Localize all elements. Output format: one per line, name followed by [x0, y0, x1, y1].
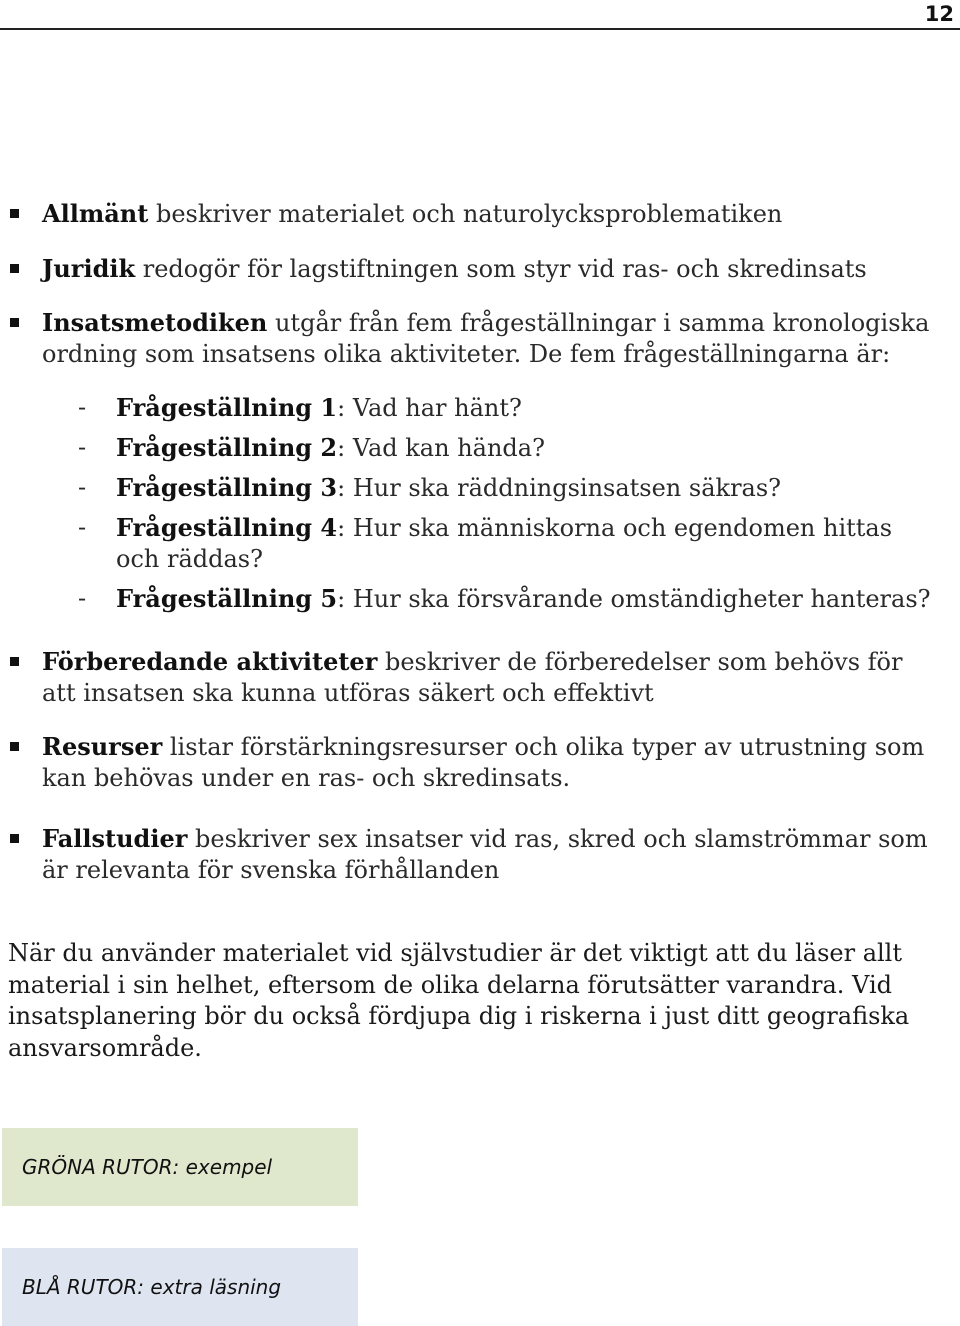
bullet-bold: Resurser: [42, 732, 163, 761]
question-bold: Frågeställning 1: [116, 393, 338, 422]
green-box-label: GRÖNA RUTOR: exempel: [22, 1155, 273, 1179]
green-box-legend: [2, 1128, 358, 1206]
bullet-text: beskriver de förberedelser som behövs för att insatsen ska kunna utföras säkert och effektivt: [42, 648, 903, 707]
bullet-text: beskriver sex insatser vid ras, skred och slamströmmar som är relevanta för svenska förhållanden: [42, 825, 928, 884]
page-number: 12: [924, 2, 954, 26]
bullet-item-juridik: [8, 253, 938, 285]
bullet-text: beskriver materialet och naturolycksproblematiken: [148, 200, 783, 228]
question-item-2: [78, 432, 938, 464]
question-text: : Hur ska människorna och egendomen hittas och räddas?: [116, 514, 893, 573]
question-text: : Hur ska räddningsinsatsen säkras?: [337, 474, 782, 502]
square-bullet-icon: [10, 834, 19, 843]
dash-marker: -: [78, 513, 87, 541]
bullet-bold: Insatsmetodiken: [42, 308, 268, 337]
bullet-text: listar förstärkningsresurser och olika typer av utrustning som kan behövas under en ras- och skredinsats.: [42, 733, 925, 792]
bullet-item-insatsmetodiken: [8, 307, 938, 370]
bullet-bold: Juridik: [42, 254, 136, 283]
question-bold: Frågeställning 2: [116, 433, 338, 462]
bullet-item-resurser: [8, 731, 938, 794]
bullet-item-fallstudier: [8, 823, 938, 886]
bullet-bold: Fallstudier: [42, 824, 188, 853]
dash-marker: -: [78, 584, 87, 612]
question-bold: Frågeställning 4: [116, 513, 338, 542]
question-item-1: [78, 392, 938, 424]
bullet-text: utgår från fem frågeställningar i samma kronologiska ordning som insatsens olika aktiviteter. De fem frågeställningarna är:: [42, 309, 930, 368]
question-bold: Frågeställning 3: [116, 473, 338, 502]
question-item-5: [78, 583, 938, 615]
bullet-item-forberedande: [8, 646, 938, 709]
question-text: : Vad kan hända?: [337, 434, 545, 462]
self-study-paragraph: När du använder materialet vid självstudier är det viktigt att du läser allt material i sin helhet, eftersom de olika delarna förutsätter varandra. Vid insatsplanering bör du också fördjupa dig i riskerna i just ditt geografiska ansvarsområde.: [8, 939, 910, 1062]
square-bullet-icon: [10, 209, 19, 218]
square-bullet-icon: [10, 657, 19, 666]
question-bold: Frågeställning 5: [116, 584, 338, 613]
bullet-bold: Förberedande aktiviteter: [42, 647, 378, 676]
bullet-item-allmant: [8, 198, 938, 230]
question-text: : Hur ska försvårande omständigheter hanteras?: [337, 585, 931, 613]
question-item-3: [78, 472, 938, 504]
square-bullet-icon: [10, 742, 19, 751]
blue-box-label: BLÅ RUTOR: extra läsning: [22, 1275, 282, 1299]
blue-box-legend: [2, 1248, 358, 1326]
header-rule: [0, 28, 960, 30]
question-item-4: [78, 512, 938, 575]
question-text: : Vad har hänt?: [337, 394, 522, 422]
bullet-bold: Allmänt: [42, 199, 149, 228]
dash-marker: -: [78, 473, 87, 501]
dash-marker: -: [78, 393, 87, 421]
square-bullet-icon: [10, 264, 19, 273]
dash-marker: -: [78, 433, 87, 461]
square-bullet-icon: [10, 318, 19, 327]
bullet-text: redogör för lagstiftningen som styr vid ras- och skredinsats: [135, 255, 867, 283]
